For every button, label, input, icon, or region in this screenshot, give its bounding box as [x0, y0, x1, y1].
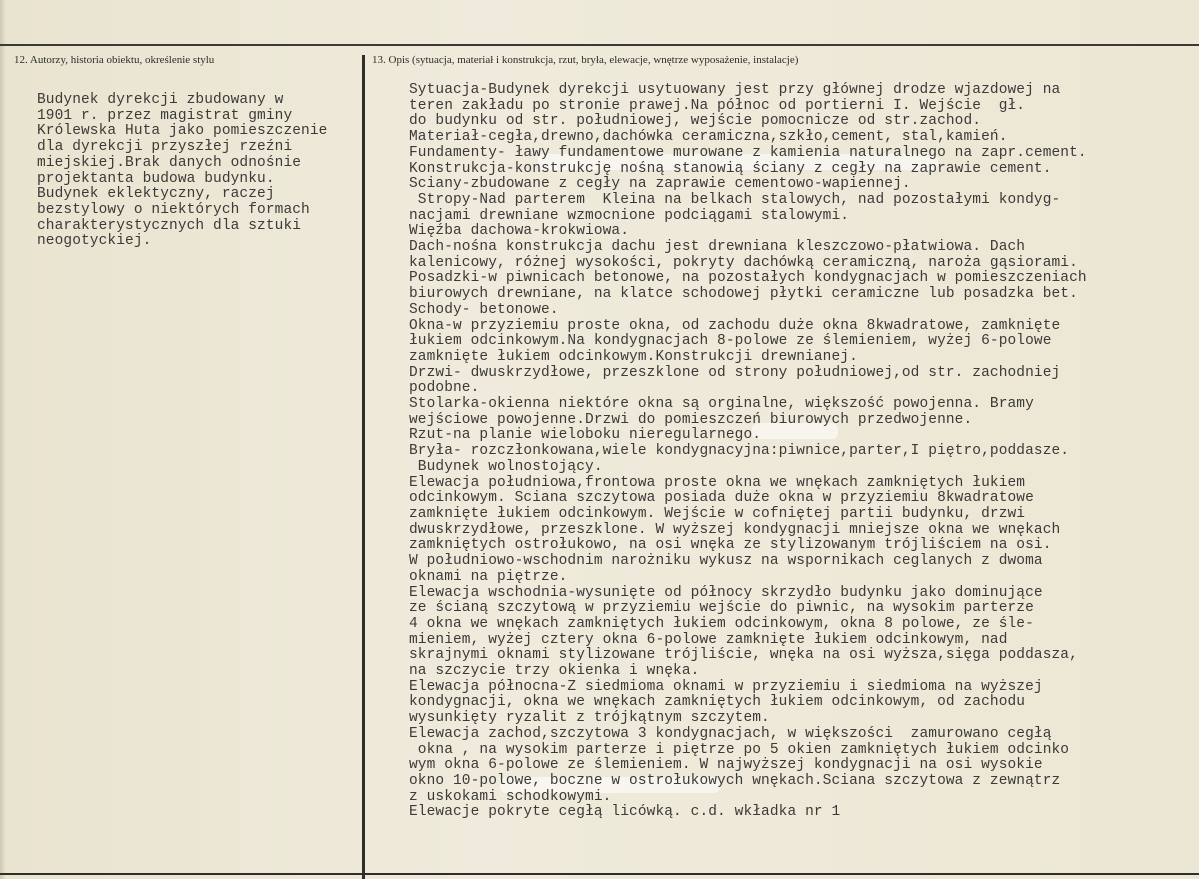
description-line: do budynku od str. południowej, wejście pomocnicze od str.zachod.: [409, 113, 982, 130]
description-line: okno 10-polowe, boczne w ostrołukowych wnękach.Sciana szczytowa z zewnątrz: [409, 772, 1061, 789]
column-divider: [362, 55, 365, 879]
history-line: Budynek dyrekcji zbudowany w: [37, 92, 284, 108]
description-line: Więźba dachowa-krokwiowa.: [409, 223, 630, 240]
history-line: miejskiej.Brak danych odnośnie: [37, 154, 302, 171]
description-line: biurowych drewniane, na klatce schodowej płytki ceramiczne lub posadzka bet.: [409, 286, 1078, 303]
history-line: bezstylowy o niektórych formach: [37, 201, 310, 218]
description-line: Materiał-cegła,drewno,dachówka ceramiczna,szkło,cement, stal,kamień.: [409, 129, 1008, 146]
description-line: Posadzki-w piwnicach betonowe, na pozostałych kondygnacjach w pomieszczeniach: [409, 270, 1087, 287]
description-line: zamknięte łukiem odcinkowym.Konstrukcji drewnianej.: [409, 348, 858, 365]
description-line: Schody- betonowe.: [409, 301, 559, 318]
description-line: Dach-nośna konstrukcja dachu jest drewniana kleszczowo-płatwiowa. Dach: [409, 239, 1026, 256]
description-line: Stropy-Nad parterem Kleina na belkach stalowych, nad pozostałymi kondyg-: [409, 191, 1061, 208]
description-line: wym okna 6-polowe ze ślemieniem. W najwyższej kondygnacji na osi wysokie: [409, 757, 1043, 774]
description-line: podobne.: [409, 380, 480, 397]
description-line: łukiem odcinkowym.Na kondygnacjach 8-polowe ze ślemieniem, wyżej 6-polowe: [409, 333, 1052, 350]
description-line: Sytuacja-Budynek dyrekcji usytuowany jest przy głównej drodze wjazdowej na: [409, 82, 1061, 98]
bottom-rule: [0, 873, 1199, 875]
description-line: okna , na wysokim parterze i piętrze po 5 okien zamkniętych łukiem odcinko: [409, 741, 1070, 758]
description-line: Elewacja wschodnia-wysunięte od północy skrzydło budynku jako dominujące: [409, 584, 1043, 601]
description-line: oknami na piętrze.: [409, 568, 568, 585]
history-line: 1901 r. przez magistrat gminy: [37, 107, 293, 124]
history-line: neogotyckiej.: [37, 233, 152, 250]
description-line: dwuskrzydłowe, przeszklone. W wyższej kondygnacji mniejsze okna we wnękach: [409, 521, 1061, 538]
description-line: Elewacja zachod,szczytowa 3 kondygnacjach, w większości zamurowano cegłą: [409, 725, 1052, 742]
description-line: Elewacja północna-Z siedmioma oknami w przyziemiu i siedmioma na wyższej: [409, 678, 1043, 695]
description-line: 4 okna we wnękach zamkniętych łukiem odcinkowym, okna 8 polowe, ze śle-: [409, 615, 1034, 632]
history-line: charakterystycznych dla sztuki: [37, 217, 302, 234]
description-line: Elewacja południowa,frontowa proste okna we wnękach zamkniętych łukiem: [409, 474, 1026, 491]
description-line: kondygnacji, okna we wnękach zamkniętych łukiem odcinkowym, od zachodu: [409, 694, 1026, 711]
description-line: Stolarka-okienna niektóre okna są orginalne, większość powojenna. Bramy: [409, 396, 1034, 413]
description-line: W południowo-wschodnim narożniku wykusz na wspornikach ceglanych z dwoma: [409, 553, 1043, 570]
description-line: ze ścianą szczytową w przyziemiu wejście do piwnic, na wysokim parterze: [409, 600, 1034, 617]
description-line: wysunkięty ryzalit z trójkątnym szczytem.: [409, 710, 770, 727]
history-line: dla dyrekcji przyszłej rzeźni: [37, 139, 293, 156]
description-line: odcinkowym. Sciana szczytowa posiada duże okna w przyziemiu 8kwadratowe: [409, 490, 1034, 507]
description-line: Elewacje pokryte cegłą licówką. c.d. wkładka nr 1: [409, 804, 841, 821]
page-edge-shadow: [0, 0, 6, 879]
description-line: na szczycie trzy okienka i wnęka.: [409, 663, 700, 680]
description-line: skrajnymi oknami stylizowane trójliście, wnęka na osi wyższa,sięga poddasza,: [409, 647, 1078, 664]
description-line: nacjami drewniane wzmocnione podciągami stalowymi.: [409, 207, 850, 224]
history-line: Królewska Huta jako pomieszczenie: [37, 123, 328, 140]
description-line: Konstrukcja-konstrukcję nośną stanowią ściany z cegły na zaprawie cement.: [409, 160, 1052, 177]
section-13-heading: 13. Opis (sytuacja, materiał i konstrukcja, rzut, bryła, elewacje, wnętrze wyposażenie, instalacje): [372, 54, 799, 66]
description-line: zamknięte łukiem odcinkowym. Wejście w cofniętej partii budynku, drzwi: [409, 505, 1026, 522]
description-line: Bryła- rozczłonkowana,wiele kondygnacyjna:piwnice,parter,I piętro,poddasze.: [409, 443, 1070, 460]
section-12-heading: 12. Autorzy, historia obiektu, określenie stylu: [14, 54, 215, 66]
description-line: wejściowe powojenne.Drzwi do pomieszczeń biurowych przedwojenne.: [409, 411, 973, 428]
description-text: [409, 83, 1087, 821]
description-line: teren zakładu po stronie prawej.Na północ od portierni I. Wejście gł.: [409, 97, 1026, 114]
top-rule: [0, 44, 1199, 46]
history-line: Budynek eklektyczny, raczej: [37, 186, 275, 203]
description-line: z uskokami schodkowymi.: [409, 788, 612, 805]
description-line: Rzut-na planie wieloboku nieregularnego.: [409, 427, 762, 444]
history-line: projektanta budowa budynku.: [37, 170, 275, 187]
description-line: mieniem, wyżej cztery okna 6-polowe zamknięte łukiem odcinkowym, nad: [409, 631, 1008, 648]
description-line: Drzwi- dwuskrzydłowe, przeszklone od strony południowej,od str. zachodniej: [409, 364, 1061, 381]
description-line: Sciany-zbudowane z cegły na zaprawie cementowo-wapiennej.: [409, 176, 911, 193]
description-line: Fundamenty- ławy fundamentowe murowane z kamienia naturalnego na zapr.cement.: [409, 144, 1087, 161]
history-text: [37, 93, 327, 250]
description-line: zamkniętych ostrołukowo, na osi wnęka ze stylizowanym trójliściem na osi.: [409, 537, 1052, 554]
description-line: Budynek wolnostojący.: [409, 458, 603, 475]
description-line: kalenicowy, różnej wysokości, pokryty dachówką ceramiczną, naroża gąsiorami.: [409, 254, 1078, 271]
description-line: Okna-w przyziemiu proste okna, od zachodu duże okna 8kwadratowe, zamknięte: [409, 317, 1061, 334]
